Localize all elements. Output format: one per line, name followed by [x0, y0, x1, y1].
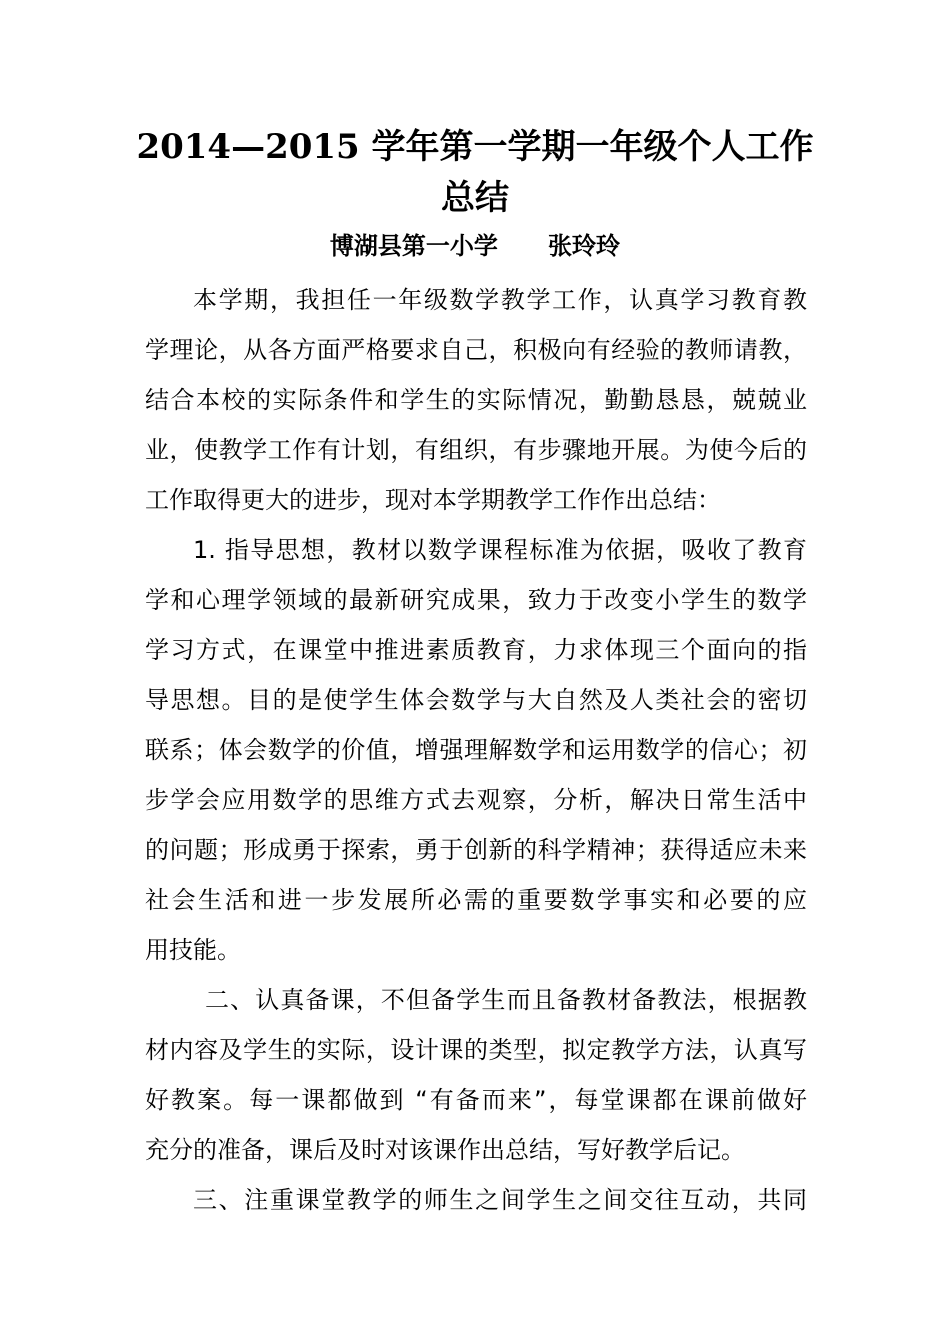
- paragraph-1-line: 本学期，我担任一年级数学教学工作，认真学习教育教: [193, 286, 807, 314]
- paragraph-2-line: 1. 指导思想，教材以数学课程标准为依据，吸收了教育: [193, 536, 807, 564]
- paragraph-2-line: 学和心理学领域的最新研究成果，致力于改变小学生的数学: [145, 586, 807, 614]
- paragraph-2-line: 用技能。: [145, 936, 241, 964]
- paragraph-2-line: 导思想。目的是使学生体会数学与大自然及人类社会的密切: [145, 686, 807, 714]
- paragraph-3-line: 好教案。每一课都做到 “有备而来”，每堂课都在课前做好: [145, 1086, 807, 1114]
- paragraph-2-line: 联系；体会数学的价值，增强理解数学和运用数学的信心；初: [145, 736, 807, 764]
- paragraph-3-line: 充分的准备，课后及时对该课作出总结，写好教学后记。: [145, 1136, 745, 1164]
- document-title-line-1: 2014—2015 学年第一学期一年级个人工作: [136, 127, 814, 167]
- paragraph-1-line: 业，使教学工作有计划，有组织，有步骤地开展。为使今后的: [145, 436, 807, 464]
- paragraph-1-line: 结合本校的实际条件和学生的实际情况，勤勤恳恳，兢兢业: [145, 386, 807, 414]
- paragraph-2-line: 社会生活和进一步发展所必需的重要数学事实和必要的应: [145, 886, 807, 914]
- document-title-line-2: 总结: [441, 178, 509, 218]
- paragraph-1-line: 工作取得更大的进步，现对本学期教学工作作出总结：: [145, 486, 721, 514]
- paragraph-3-line: 材内容及学生的实际，设计课的类型，拟定教学方法，认真写: [145, 1036, 807, 1064]
- paragraph-1-line: 学理论，从各方面严格要求自己，积极向有经验的教师请教，: [145, 336, 807, 364]
- paragraph-2-line: 步学会应用数学的思维方式去观察，分析，解决日常生活中: [145, 786, 807, 814]
- paragraph-2-line: 的问题；形成勇于探索，勇于创新的科学精神；获得适应未来: [145, 836, 807, 864]
- paragraph-2-line: 学习方式，在课堂中推进素质教育，力求体现三个面向的指: [145, 636, 807, 664]
- paragraph-3-line: 二、认真备课，不但备学生而且备教材备教法，根据教: [205, 986, 807, 1014]
- author-line: 博湖县第一小学 张玲玲: [329, 231, 621, 260]
- paragraph-4-line: 三、注重课堂教学的师生之间学生之间交往互动，共同: [193, 1186, 807, 1214]
